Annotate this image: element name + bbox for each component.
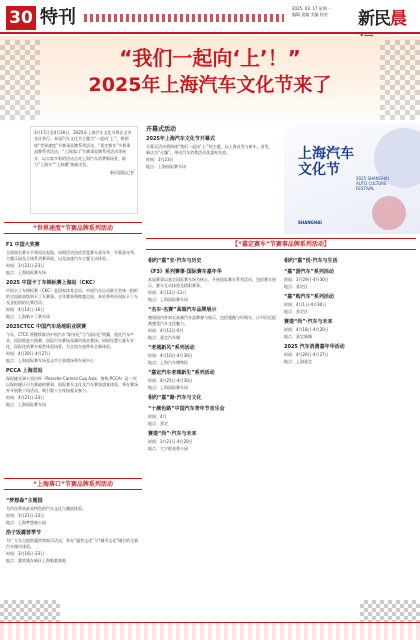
event-time: 时间：4月1日-4月30日	[284, 302, 327, 307]
event-time: 时间：4月26日-4月27日	[284, 352, 329, 357]
event-desc: 全球知名赛车手将再次起航，同期活动包括雷霆赛车嘉年华、开幕嘉年华，主题乐园及全球系列赛事展，以及加速汽车主题互动体验。	[6, 250, 138, 261]
event-title: 2025 中国卡丁车锦标赛上海站（CKC）	[6, 280, 98, 286]
poster-title-line1: 上海汽车	[298, 146, 354, 162]
logo-main: 新民	[358, 9, 390, 29]
intro-text: 3月17日至4月30日，2025年上海汽车文化节将在全市各区举行，本届汽车文化节主题为“一起向‘上’”，将围绕“世界速度”节赛事品牌系列活动、“嘉定赛车”节赛事品牌系列活动、“上海落口”节赛事品牌系列活动等展开，以丰富多彩的活动点亮上海汽车消费新场景，助力“上海车”“上海潮”焕新出发。	[34, 130, 132, 168]
event-title: 2025 汽车消费嘉年华活动	[284, 344, 345, 350]
event-title: 赛道“尚”·汽车与未来	[284, 319, 333, 325]
event-title: 浩子饭露营季节	[6, 530, 42, 536]
event-desc: 中国卡丁车锦标赛（CKC）是国家体育总局、中国汽车运动联合会统一组织的全国最高级别卡丁车赛事。全年赛事将跨越全国，本站将举办国际卡丁车及各组别的比赛活动。	[6, 288, 138, 305]
decorative-stripes	[84, 14, 284, 22]
event-desc: 邀请国内外知名高端汽车品牌参与展示，包括超跑与经典车，让市民近距离感受汽车文化魅力。	[148, 315, 276, 326]
event-item	[284, 319, 416, 340]
poster-red-circle	[372, 196, 406, 230]
opening-label: 开幕式活动	[146, 126, 177, 133]
event-time: 时间：4月10日-4月30日	[148, 353, 193, 358]
event-title: “名车·名赛”高端汽车品牌展示	[148, 307, 217, 313]
poster-tag: SHANGHAI	[298, 220, 322, 225]
hero-title-line2: 2025年上海汽车文化节来了	[88, 74, 332, 96]
event-item	[148, 345, 278, 366]
event-time: 时间：4月18日-4月20日	[284, 327, 329, 332]
event-time: 时间：4月21日-23日	[6, 395, 45, 400]
poster-en-line3: FESTIVAL	[356, 186, 375, 191]
masthead-bar	[0, 0, 420, 34]
section-name: 特刊	[40, 7, 76, 28]
date-info	[292, 6, 331, 18]
event-place: 地点：嘉定区	[284, 309, 308, 314]
event-time: 时间：4月25日-4月30日	[148, 378, 193, 383]
event-place: 地点：露营浦东新区上海临港基地	[6, 558, 66, 563]
event-title: “十颜色路”中国汽车青年节音乐会	[148, 406, 225, 412]
event-title: “老城新风”系列活动	[148, 345, 195, 351]
intro-box	[30, 126, 138, 214]
event-time: 时间：3月16日-23日	[6, 551, 45, 556]
hero-title-line1: “我们一起向‘上’！”	[119, 46, 301, 70]
event-time: 时间：3月29日-4月30日	[284, 277, 329, 282]
opening-place: 地点：上海国际赛车场	[146, 164, 186, 169]
page-number: 30	[6, 6, 36, 30]
event-item	[148, 395, 278, 402]
event-item	[148, 269, 278, 303]
event-place: 地点：嘉定汽车城	[148, 335, 180, 340]
event-title: PCCA 上海竞站	[6, 368, 43, 374]
event-time: 时间：4月12日-6月	[148, 328, 184, 333]
opening-event-title: 2025年上海汽车文化节开幕式	[146, 136, 215, 142]
event-place: 地点：上海嘉定	[284, 359, 312, 364]
column-world-speed	[6, 238, 140, 474]
event-place: 地点：上海汽车博物馆	[148, 360, 188, 365]
event-item	[148, 370, 278, 391]
event-place: 地点：嘉定新城	[284, 334, 312, 339]
event-place: 地点：上海国际赛车场及全市主要商场和车展中心	[6, 358, 94, 363]
opening-ceremony-block	[146, 126, 274, 170]
poster-en-line2: AUTO CULTURE	[356, 181, 387, 186]
event-title: 相约“嘉”悦·汽车与生活	[284, 258, 338, 264]
event-item	[6, 242, 140, 276]
editor-line: 编辑 责编 美编 校对	[292, 12, 328, 17]
event-item	[148, 258, 278, 265]
column-shanghai-entry	[6, 494, 140, 598]
event-item	[148, 431, 278, 452]
event-title: “嘉”游汽车”系列活动	[284, 269, 334, 275]
poster-title-line2: 文化节	[298, 162, 340, 178]
event-item	[6, 324, 140, 364]
poster-english	[356, 176, 389, 191]
event-title: “梦想森”主题园	[6, 498, 43, 504]
event-place: 地点：上海国际赛车场	[6, 270, 46, 275]
section-header-jiading: 【“嘉定赛车”节赛事品牌系列活动】	[146, 238, 416, 250]
event-item	[284, 258, 416, 265]
event-desc: 保时捷亚洲卡雷拉杯（Porsche Carrera Cup Asia，简称 PCCA）是一项以保时捷认可为基础的赛事，国际赛车文化及汽车赛事盛宴体验，将在赛场外开展数十场活动，吸引数十万现场观众参与。	[6, 376, 138, 393]
poster-title	[298, 146, 354, 178]
event-desc: 今年，CTCC 将继续联动中国汽车“职业化”与“国际化”两翼，依托汽车产业，再次推进公路赛、国际汽车赛场及城市商业赛场。同时设置大量专业化、国际化的赛车观赏体验场景，为全国车迷带来全新体验。	[6, 332, 135, 349]
event-place: 地点：上海梦想森公园	[6, 520, 46, 525]
event-time: 时间：3月21日-23日	[6, 513, 45, 518]
event-item	[148, 307, 278, 341]
section-header-shanghai-entry: “上海落口”节赛品牌系列活动	[4, 478, 142, 490]
event-place: 地点：上海国际赛车场	[148, 297, 188, 302]
event-time: 时间：4月	[148, 414, 167, 419]
section-header-world-speed: “世界速度”节赛品牌系列活动	[4, 222, 142, 234]
event-place: 地点：上海国际赛车场	[6, 402, 46, 407]
festival-poster	[284, 124, 420, 234]
event-place: 地点：嘉定	[148, 421, 168, 426]
poster-en-line1: 2025 SHANGHAI	[356, 176, 389, 181]
event-title: “嘉”购汽车”系列活动	[284, 294, 334, 300]
logo-red: 晨	[390, 9, 406, 29]
event-time: 时间：4月14日-16日	[6, 307, 45, 312]
event-title: F1 中国大奖赛	[6, 242, 40, 248]
event-time: 时间：3月21日-23日	[6, 263, 45, 268]
date-line: 2025. 03. 17 星期一	[292, 6, 331, 11]
event-title: “嘉定汽车老城新生”系列活动	[148, 370, 215, 376]
event-desc: 本届赛事以嘉定国际赛车场为核心，开展国际赛车系列活动，包括赛车展示、赛车互动体验及精彩赛事。	[148, 277, 276, 288]
event-time: 时间：3月21日-4月20日	[148, 439, 193, 444]
event-title: 相约“嘉”聚·汽车与文化	[148, 395, 202, 401]
event-place: 地点：大宁郁金香公园	[148, 446, 188, 451]
event-time: 时间：4月12日-13日	[148, 290, 187, 295]
event-item	[6, 530, 140, 564]
intro-byline: 新民晨报记者	[110, 170, 134, 176]
opening-time: 时间：3月23日	[146, 157, 174, 162]
event-desc: 为广大车主提供露营和娱乐活动，举办“露营文化”与“城市文化”融合的全新汽车城市体验。	[6, 538, 139, 549]
event-item	[148, 406, 278, 427]
event-time: 时间：4月20日-4月27日	[6, 351, 51, 356]
column-jiading-1	[148, 254, 278, 598]
event-desc: 为市民带来最具特色的汽车文化与潮流体验。	[6, 506, 86, 511]
event-title: 2025CTCC 中国汽车场地职业联赛	[6, 324, 87, 330]
event-title: 相约“嘉”安·汽车与历史	[148, 258, 202, 264]
event-place: 地点：上海国际赛车场	[148, 385, 188, 390]
event-item	[6, 368, 140, 408]
event-place: 地点：嘉定区	[284, 284, 308, 289]
event-item	[6, 280, 140, 320]
event-place: 地点：上海新卡丁赛车场	[6, 314, 50, 319]
column-jiading-2	[284, 254, 416, 598]
event-title: 赛道“尚”·汽车与未来	[148, 431, 197, 437]
event-item	[284, 344, 416, 365]
event-item	[284, 269, 416, 290]
event-item	[284, 294, 416, 315]
opening-desc: 开幕式活动将围绕“我们一起向‘上’”的主题，以上海首发与新车、首发、新店为“火爆”，带动汽车消费活动优惠券发放。	[146, 144, 273, 155]
event-title: 《F3》系列赛事·国际赛车嘉年华	[148, 269, 222, 275]
page-footer-band	[0, 622, 420, 640]
event-item	[6, 498, 140, 526]
